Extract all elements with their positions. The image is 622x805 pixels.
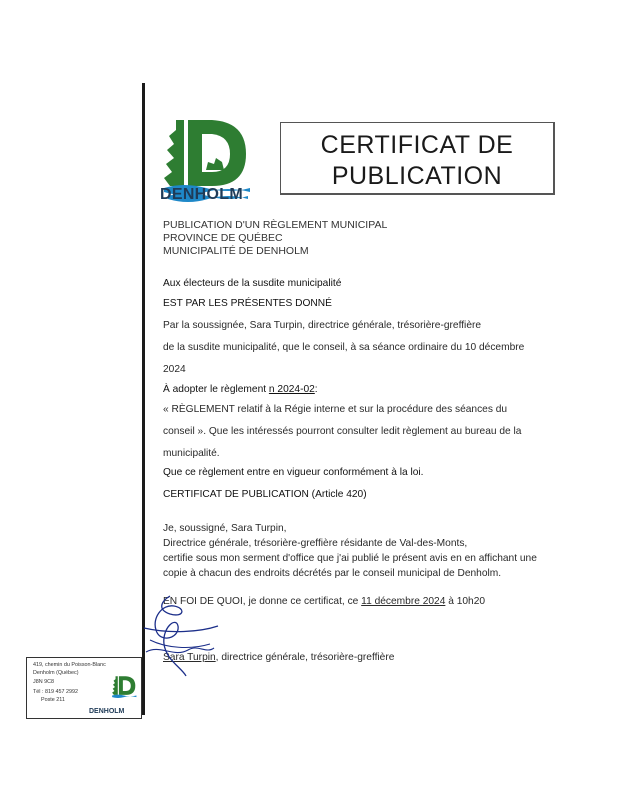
address-line-3: J8N 9C8: [33, 679, 54, 685]
adopt-line: [163, 384, 318, 395]
adopt-number: n 2024-02: [268, 384, 315, 395]
foi-date: 11 décembre 2024: [361, 596, 446, 607]
in-force-line: Que ce règlement entre en vigueur conformément à la loi.: [163, 467, 424, 478]
para2-line-1: « RÈGLEMENT relatif à la Régie interne et sur la procédure des séances du: [163, 404, 508, 415]
para2-line-3: municipalité.: [163, 448, 220, 459]
subtitle-line-1: PUBLICATION D'UN RÈGLEMENT MUNICIPAL: [163, 219, 388, 231]
address-phone: Tél : 819 457 2992: [33, 689, 78, 695]
cert-line-1: Je, soussigné, Sara Turpin,: [163, 523, 287, 534]
para2-line-2: conseil ». Que les intéressés pourront consulter ledit règlement au bureau de la: [163, 426, 522, 437]
subtitle-line-3: MUNICIPALITÉ DE DENHOLM: [163, 245, 309, 257]
given-line: EST PAR LES PRÉSENTES DONNÉ: [163, 298, 332, 309]
foi-suffix: à 10h20: [445, 596, 486, 607]
denholm-small-logo-icon: [111, 672, 137, 702]
para1-line-1: Par la soussignée, Sara Turpin, directrice générale, trésorière-greffière: [163, 320, 482, 331]
adopt-suffix: :: [314, 384, 318, 395]
foi-prefix: EN FOI DE QUOI, je donne ce certificat, ce: [163, 596, 362, 607]
signature-name: Sara Turpin: [163, 652, 216, 663]
logo-wordmark: DENHOLM: [160, 186, 243, 203]
title-line-2: PUBLICATION: [331, 162, 503, 190]
address-line-2: Denholm (Québec): [33, 670, 79, 676]
cert-line-2: Directrice générale, trésorière-greffière résidante de Val-des-Monts,: [163, 538, 468, 549]
subtitle-block: [163, 219, 387, 258]
para1-line-2: de la susdite municipalité, que le conseil, à sa séance ordinaire du 10 décembre: [163, 342, 525, 353]
cert-line-4: copie à chacun des endroits décrétés par le conseil municipal de Denholm.: [163, 568, 502, 579]
address-extension: Poste 211: [41, 697, 65, 703]
cert-line-3: certifie sous mon serment d'office que j'ai publié le présent avis en en affichant une: [163, 553, 537, 564]
handwritten-signature: [140, 588, 220, 683]
title-box: [280, 122, 555, 195]
signature-title: , directrice générale, trésorière-greffière: [215, 652, 395, 663]
title-line-1: CERTIFICAT DE: [320, 131, 514, 159]
subtitle-line-2: PROVINCE DE QUÉBEC: [163, 232, 283, 244]
address-logo-wordmark: DENHOLM: [89, 708, 125, 715]
cert-heading: CERTIFICAT DE PUBLICATION (Article 420): [163, 489, 367, 500]
address-line-1: 419, chemin du Poisson-Blanc: [33, 662, 106, 668]
electors-line: Aux électeurs de la susdite municipalité: [163, 278, 342, 289]
address-box: [26, 657, 142, 719]
para1-line-3: 2024: [163, 364, 186, 375]
adopt-prefix: À adopter le règlement: [163, 384, 269, 395]
